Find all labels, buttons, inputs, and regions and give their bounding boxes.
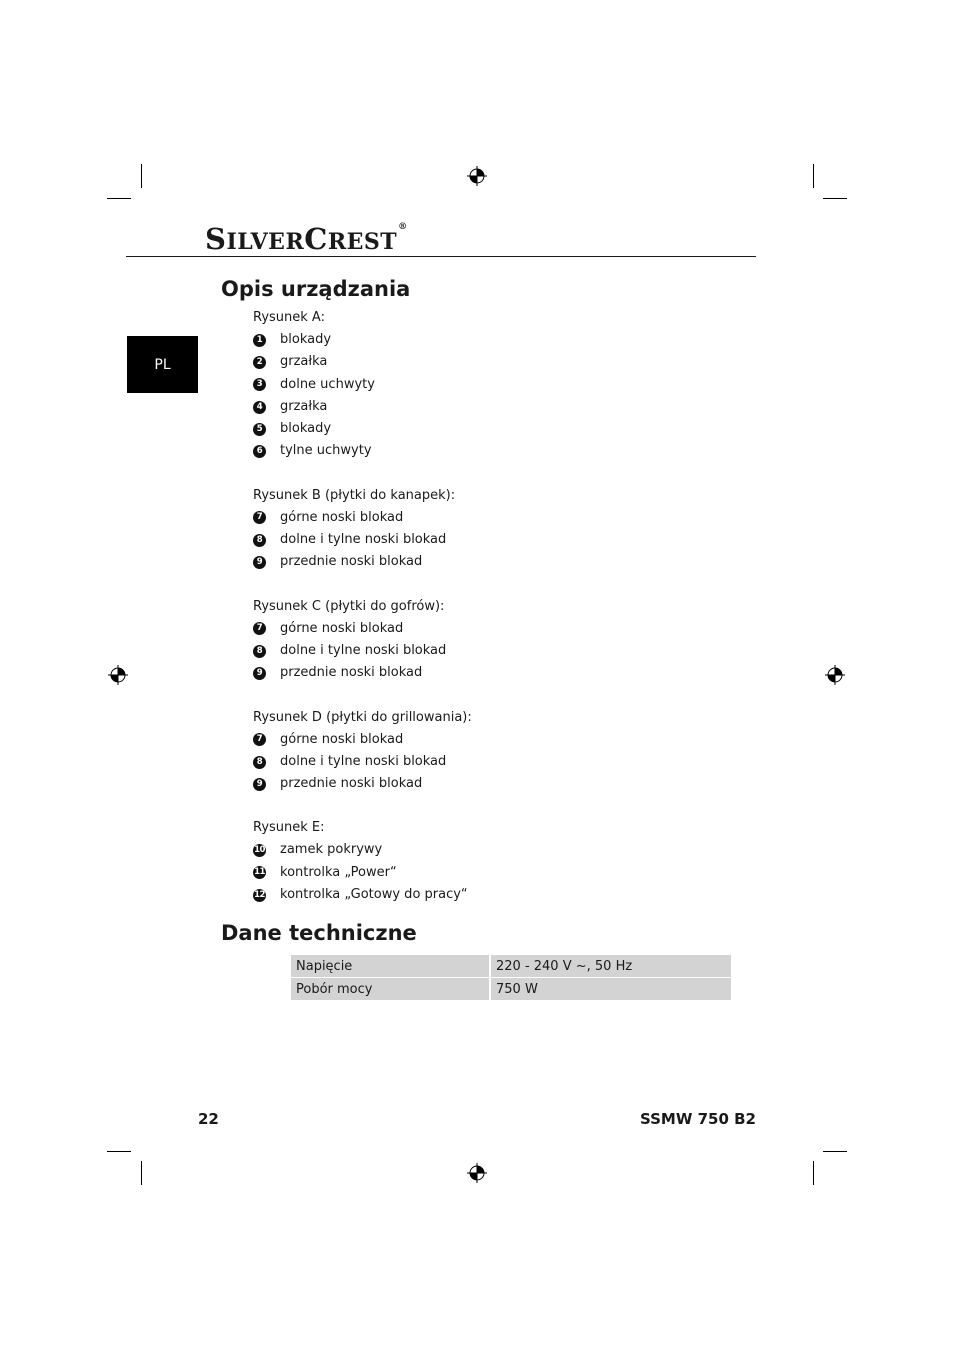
list-item [253, 374, 733, 396]
list-item-label: górne noski blokad [280, 620, 404, 636]
number-badge-icon: 7 [253, 511, 266, 524]
crop-mark [813, 164, 814, 188]
figure-group-title: Rysunek E: [253, 820, 325, 836]
list-item-label: grzałka [280, 398, 328, 414]
crop-mark [823, 1151, 847, 1152]
list-item [253, 662, 733, 684]
number-badge-icon: 8 [253, 645, 266, 658]
crop-mark [141, 164, 142, 188]
list-item [253, 396, 733, 418]
spec-key: Napięcie [291, 955, 491, 977]
number-badge-icon: 2 [253, 356, 266, 369]
list-item [253, 773, 733, 795]
registration-mark-icon [108, 665, 128, 685]
spec-value: 220 - 240 V ~, 50 Hz [491, 955, 731, 977]
number-badge-icon: 8 [253, 756, 266, 769]
crop-mark [141, 1161, 142, 1185]
list-item [253, 751, 733, 773]
list-item [253, 839, 733, 861]
table-row [291, 955, 731, 977]
list-item [253, 640, 733, 662]
brand-logo: SILVERCREST® [205, 222, 408, 256]
section-title-description: Opis urządzania [221, 277, 411, 301]
figure-group-title: Rysunek A: [253, 310, 325, 325]
list-item-label: przednie noski blokad [280, 554, 423, 570]
list-item [253, 351, 733, 373]
figure-group-title: Rysunek B (płytki do kanapek): [253, 487, 456, 503]
crop-mark [107, 1151, 131, 1152]
list-item-label: przednie noski blokad [280, 776, 423, 792]
list-item-label: dolne i tylne noski blokad [280, 753, 447, 769]
registration-mark-icon [467, 166, 487, 186]
list-item [253, 507, 733, 529]
tech-spec-table [291, 954, 731, 1001]
list-item [253, 529, 733, 551]
figure-group [253, 709, 733, 796]
list-item [253, 418, 733, 440]
crop-mark [813, 1161, 814, 1185]
crop-mark [823, 198, 847, 199]
model-number: SSMW 750 B2 [639, 1110, 756, 1128]
list-item-label: dolne uchwyty [280, 376, 375, 392]
parts-list [253, 309, 733, 930]
figure-group-title: Rysunek D (płytki do grillowania): [253, 709, 472, 725]
number-badge-icon: 7 [253, 733, 266, 746]
table-row [291, 978, 731, 1000]
spec-value: 750 W [491, 978, 731, 1000]
figure-group [253, 309, 733, 463]
number-badge-icon: 9 [253, 778, 266, 791]
list-item [253, 729, 733, 751]
crop-mark [107, 198, 131, 199]
registered-mark: ® [398, 222, 408, 232]
number-badge-icon: 6 [253, 445, 266, 458]
number-badge-icon: 12 [254, 889, 265, 900]
list-item-label: kontrolka „Gotowy do pracy“ [280, 887, 468, 903]
section-title-tech: Dane techniczne [221, 921, 417, 945]
number-badge-icon: 8 [253, 534, 266, 547]
figure-group [253, 598, 733, 685]
number-badge-icon: 4 [253, 401, 266, 414]
list-item-label: grzałka [280, 354, 328, 370]
figure-group [253, 819, 733, 906]
list-item-label: górne noski blokad [280, 509, 404, 525]
spec-key: Pobór mocy [291, 978, 491, 1000]
list-item-label: dolne i tylne noski blokad [280, 642, 447, 658]
list-item-label: blokady [280, 332, 332, 347]
number-badge-icon: 1 [253, 334, 266, 347]
number-badge-icon: 11 [254, 867, 265, 878]
list-item-label: blokady [280, 421, 332, 437]
list-item [253, 618, 733, 640]
list-item-label: przednie noski blokad [280, 665, 423, 681]
number-badge-icon: 7 [253, 622, 266, 635]
list-item [253, 884, 733, 906]
number-badge-icon: 9 [253, 667, 266, 680]
language-tab: PL [127, 336, 198, 393]
list-item-label: dolne i tylne noski blokad [280, 532, 447, 548]
list-item-label: zamek pokrywy [280, 842, 383, 858]
list-item [253, 551, 733, 573]
number-badge-icon: 5 [253, 423, 266, 436]
list-item-label: kontrolka „Power“ [280, 864, 397, 880]
list-item [253, 440, 733, 462]
list-item [253, 329, 733, 351]
page-number: 22 [198, 1110, 219, 1128]
list-item [253, 862, 733, 884]
number-badge-icon: 10 [254, 845, 265, 856]
registration-mark-icon [825, 665, 845, 685]
figure-group [253, 487, 733, 574]
header-rule [126, 256, 756, 257]
registration-mark-icon [467, 1163, 487, 1183]
number-badge-icon: 9 [253, 556, 266, 569]
list-item-label: tylne uchwyty [280, 443, 372, 459]
number-badge-icon: 3 [253, 378, 266, 391]
list-item-label: górne noski blokad [280, 731, 404, 747]
figure-group-title: Rysunek C (płytki do gofrów): [253, 598, 445, 614]
